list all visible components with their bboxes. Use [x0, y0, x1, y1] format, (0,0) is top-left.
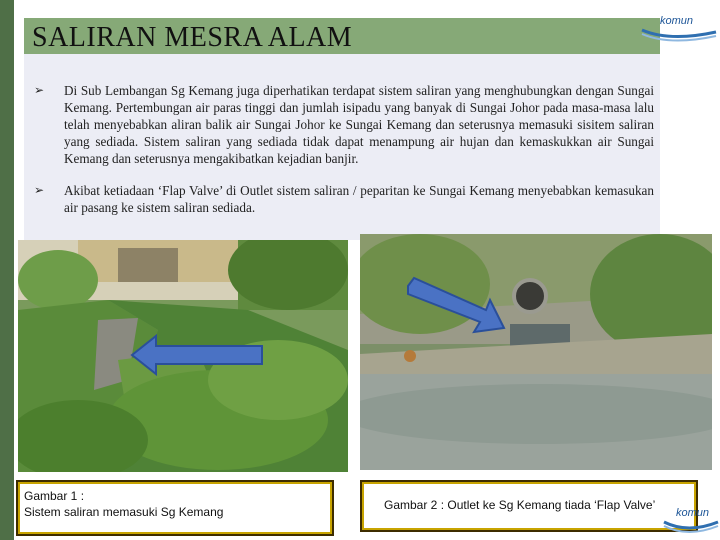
bullet-item-1 [34, 82, 654, 167]
logo-text-bottom: komun [676, 507, 710, 519]
caption-figure-1 [18, 482, 332, 534]
caption-1-line-2: Sistem saliran memasuki Sg Kemang [24, 505, 224, 519]
photo-outlet [360, 234, 712, 470]
bullet-arrow-icon: ➢ [34, 83, 45, 97]
logo-text: komun [660, 15, 694, 27]
bullet-arrow-icon: ➢ [34, 183, 45, 197]
caption-1-line-1: Gambar 1 : [24, 489, 85, 503]
slide-title: SALIRAN MESRA ALAM [32, 22, 353, 53]
arrow-down-right-icon [400, 276, 510, 336]
logo-icon [640, 8, 718, 42]
bullet-text-1: Di Sub Lembangan Sg Kemang juga diperhatikan terdapat sistem saliran yang menghubungkan dengan Sungai Kemang. Pertembungan air paras tinggi dan jumlah isipadu yang banyak di Sungai Johor pada masa-masa lalu telah menyebabkan aliran balik air Sungai Johor ke Sungai Kemang dan seterusnya memasuki sisitem saliran yang sediada. Sistem saliran yang sediada tidak dapat menampung air hujan dan kemaskukkan air Sungai Kemang dan seterusnya mengakibatkan kejadian banjir. [64, 83, 654, 166]
photo-drain-system [18, 240, 348, 472]
arrow-left-icon [128, 332, 268, 378]
slide-left-bar [0, 0, 14, 540]
bullet-item-2 [34, 182, 654, 216]
caption-figure-2 [362, 482, 696, 530]
logo-icon-bottom [662, 500, 720, 534]
caption-2-text: Gambar 2 : Outlet ke Sg Kemang tiada ‘Flap Valve’ [384, 498, 656, 512]
bullet-text-2: Akibat ketiadaan ‘Flap Valve’ di Outlet sistem saliran / peparitan ke Sungai Kemang menyebabkan kemasukan air pasang ke sistem saliran sediada. [64, 183, 654, 215]
title-bar [24, 18, 660, 57]
